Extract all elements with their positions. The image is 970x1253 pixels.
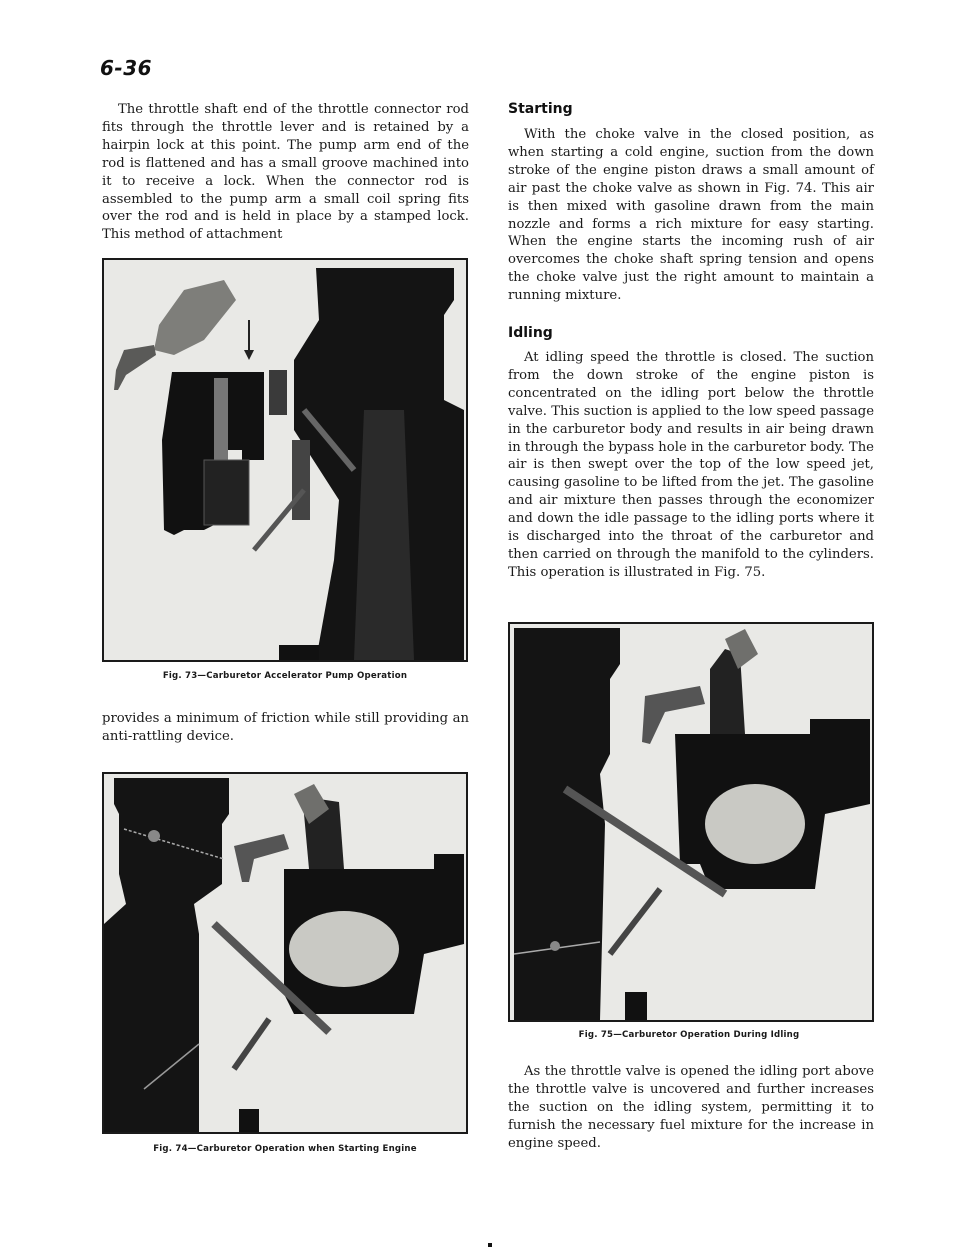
pump-arm	[154, 280, 236, 355]
figure-74-illustration	[102, 772, 468, 1134]
body-paragraph-starting	[508, 126, 874, 305]
figure-73-illustration	[102, 258, 468, 662]
flange-block	[625, 992, 647, 1020]
idle-adjusting-screw	[610, 889, 660, 954]
throttle-shaft	[550, 941, 560, 951]
paragraph-text: provides a minimum of friction while still providing an anti-rattling device.	[102, 711, 469, 744]
flange-block	[279, 645, 319, 660]
body-paragraph-throttle-opened	[508, 1063, 874, 1153]
body-paragraph-anti-rattling	[102, 710, 469, 746]
body-paragraph-throttle-connector	[102, 101, 469, 244]
figure-75-illustration	[508, 622, 874, 1022]
paragraph-text: The throttle shaft end of the throttle connector rod fits through the throttle lever and is retained by a hairpin lock at this point. The pump arm end of the rod is flattened and has a small groove machined into it to receive a lock. When the connector rod is assembled to the pump arm a small coil spring fits over the rod and is held in place by a stamped lock. This method of attachment	[102, 102, 469, 243]
idling-diagram	[510, 624, 872, 1020]
page-number: 6-36	[100, 56, 153, 80]
throttle-lever	[234, 834, 289, 882]
discharge-jet	[292, 440, 310, 520]
choke-shaft	[148, 830, 160, 842]
carburetor-throat	[514, 628, 620, 1020]
float	[289, 911, 399, 987]
carburetor-throat	[104, 778, 229, 1132]
pump-plunger	[204, 460, 249, 525]
arrow-head	[244, 350, 254, 360]
paragraph-text: As the throttle valve is opened the idling port above the throttle valve is uncovered and further increases the suction on the idling system, permitting it to furnish the necessary fuel mixture for the increase in engine speed.	[508, 1064, 874, 1151]
section-heading-idling: Idling	[508, 325, 553, 341]
figure-73-caption: Fig. 73—Carburetor Accelerator Pump Operation	[162, 671, 408, 681]
figure-74-caption: Fig. 74—Carburetor Operation when Starting Engine	[153, 1144, 417, 1154]
float	[705, 784, 805, 864]
paragraph-text: With the choke valve in the closed position, as when starting a cold engine, suction from the down stroke of the engine piston draws a small amount of air past the choke valve as shown in Fig. 74. This air is then mixed with gasoline drawn from the main nozzle and forms a rich mixture for easy starting. When the engine starts the incoming rush of air overcomes the choke shaft spring tension and opens the choke valve just the right amount to maintain a running mixture.	[508, 127, 874, 304]
figure-75-caption: Fig. 75—Carburetor Operation During Idling	[578, 1030, 800, 1040]
check-valve	[269, 370, 287, 415]
flange-block	[239, 1109, 259, 1132]
section-heading-starting: Starting	[508, 101, 573, 117]
idle-adjusting-screw	[234, 1019, 269, 1069]
throat-venturi	[354, 410, 414, 660]
paragraph-text: At idling speed the throttle is closed. The suction from the down stroke of the engine piston is concentrated on the idling port below the throttle valve. This suction is applied to the low speed passage in the carburetor body and results in air being drawn in through the bypass hole in the carburetor body. The air is then swept over the top of the low speed jet, causing gasoline to be lifted from the jet. The gasoline and air mixture then passes through the economizer and down the idle passage to the idling ports where it is discharged into the throat of the carburetor and then carried on through the manifold to the cylinders. This operation is illustrated in Fig. 75.	[508, 350, 874, 580]
accelerator-pump-diagram	[104, 260, 466, 660]
page-mark	[488, 1243, 492, 1247]
throttle-lever	[114, 345, 156, 390]
starting-choke-diagram	[104, 774, 466, 1132]
body-paragraph-idling	[508, 349, 874, 582]
